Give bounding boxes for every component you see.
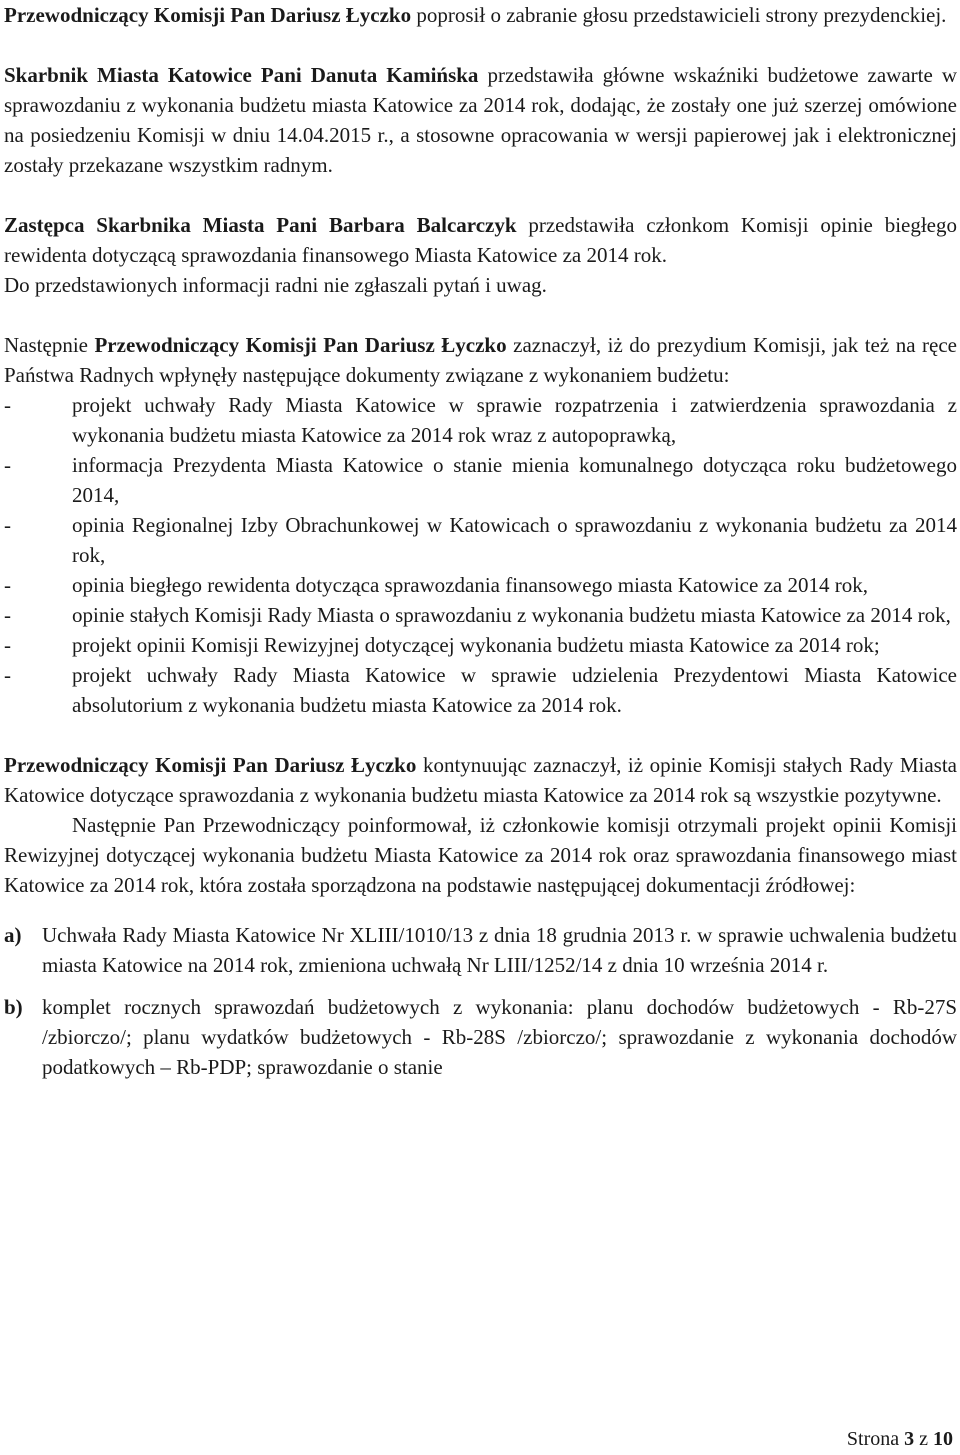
speaker-name: Przewodniczący Komisji Pan Dariusz Łyczko xyxy=(4,753,417,777)
paragraph-text: przedstawiła główne wskaźniki budżetowe zawarte w sprawozdaniu z wykonania budżetu miasta Katowice za 2014 rok, dodając, że zostały one już szerzej omówione na posiedzeniu Komisji w dniu 14.04.2015 r., a stosowne opracowania w wersji papierowej jak i elektronicznej zostały przekazane wszystkim radnym. xyxy=(4,63,957,177)
footer-label: Strona xyxy=(846,1428,905,1450)
document-page xyxy=(4,0,957,1455)
list-dash: - xyxy=(4,633,11,657)
speaker-name: Zastępca Skarbnika Miasta Pani Barbara Balcarczyk xyxy=(4,213,517,237)
paragraph-text: Następnie xyxy=(4,333,95,357)
paragraph-treasurer xyxy=(4,60,957,180)
list-item xyxy=(4,390,957,450)
page-footer xyxy=(847,1425,953,1453)
list-item xyxy=(4,450,957,510)
list-item-text: opinia biegłego rewidenta dotycząca sprawozdania finansowego miasta Katowice za 2014 rok, xyxy=(72,573,868,597)
documents-list xyxy=(4,390,957,720)
list-dash: - xyxy=(4,393,11,417)
list-item xyxy=(4,660,957,720)
speaker-name: Przewodniczący Komisji Pan Dariusz Łyczko xyxy=(94,333,507,357)
list-item-text: projekt uchwały Rady Miasta Katowice w sprawie rozpatrzenia i zatwierdzenia sprawozdania z wykonania budżetu miasta Katowice za 2014 rok wraz z autopoprawką, xyxy=(72,393,957,447)
list-item xyxy=(4,920,957,980)
footer-separator: z xyxy=(914,1428,933,1450)
paragraph-source-docs-intro: Następnie Pan Przewodniczący poinformował, iż członkowie komisji otrzymali projekt opinii Komisji Rewizyjnej dotyczącej wykonania budżetu Miasta Katowice za 2014 rok oraz sprawozdania finansowego miast Katowice za 2014 rok, która została sporządzona na podstawie następującej dokumentacji źródłowej: xyxy=(4,813,957,897)
list-marker: b) xyxy=(4,995,23,1019)
list-item-text: projekt opinii Komisji Rewizyjnej dotyczącej wykonania budżetu miasta Katowice za 2014 rok; xyxy=(72,633,880,657)
source-documents-list xyxy=(4,920,957,1082)
list-dash: - xyxy=(4,663,11,687)
paragraph-deputy-treasurer xyxy=(4,210,957,270)
list-dash: - xyxy=(4,513,11,537)
list-item-text: Uchwała Rady Miasta Katowice Nr XLIII/1010/13 z dnia 18 grudnia 2013 r. w sprawie uchwalenia budżetu miasta Katowice na 2014 rok, zmieniona uchwałą Nr LIII/1252/14 z dnia 10 września 2014 r. xyxy=(42,923,957,977)
list-item-text: komplet rocznych sprawozdań budżetowych z wykonania: planu dochodów budżetowych - Rb-27S /zbiorczo/; planu wydatków budżetowych - Rb-28S /zbiorczo/; sprawozdanie z wykonania dochodów podatkowych – Rb-PDP; sprawozdanie o stanie xyxy=(42,995,957,1079)
list-item xyxy=(4,510,957,570)
list-item-text: projekt uchwały Rady Miasta Katowice w sprawie udzielenia Prezydentowi Miasta Katowice absolutorium z wykonania budżetu miasta Katowice za 2014 rok. xyxy=(72,663,957,717)
paragraph-text: poprosił o zabranie głosu przedstawicieli strony prezydenckiej. xyxy=(411,3,947,27)
paragraph-chair-request xyxy=(4,0,957,30)
list-item xyxy=(4,570,957,600)
current-page-number: 3 xyxy=(904,1428,915,1450)
list-marker: a) xyxy=(4,923,22,947)
paragraph-opinions-positive xyxy=(4,750,957,810)
list-item xyxy=(4,600,957,630)
speaker-name: Skarbnik Miasta Katowice Pani Danuta Kamińska xyxy=(4,63,479,87)
list-item xyxy=(4,992,957,1082)
list-item-text: opinie stałych Komisji Rady Miasta o sprawozdaniu z wykonania budżetu miasta Katowice za 2014 rok, xyxy=(72,603,951,627)
paragraph-documents-intro xyxy=(4,330,957,390)
list-dash: - xyxy=(4,603,11,627)
list-item-text: informacja Prezydenta Miasta Katowice o stanie mienia komunalnego dotycząca roku budżetowego 2014, xyxy=(72,453,957,507)
list-dash: - xyxy=(4,453,11,477)
speaker-name: Przewodniczący Komisji Pan Dariusz Łyczko xyxy=(4,3,412,27)
total-page-count: 10 xyxy=(933,1428,953,1450)
list-item-text: opinia Regionalnej Izby Obrachunkowej w Katowicach o sprawozdaniu z wykonania budżetu za 2014 rok, xyxy=(72,513,957,567)
paragraph-text: przedstawiła członkom Komisji opinie biegłego rewidenta dotyczącą sprawozdania finansowego Miasta Katowice za 2014 rok. xyxy=(4,213,957,267)
paragraph-text: kontynuując zaznaczył, iż opinie Komisji stałych Rady Miasta Katowice dotyczące sprawozdania z wykonania budżetu miasta Katowice za 2014 rok są wszystkie pozytywne. xyxy=(4,753,958,807)
paragraph-text: zaznaczył, iż do prezydium Komisji, jak też na ręce Państwa Radnych wpłynęły następujące dokumenty związane z wykonaniem budżetu: xyxy=(4,333,957,387)
paragraph-no-questions: Do przedstawionych informacji radni nie zgłaszali pytań i uwag. xyxy=(4,273,547,297)
list-dash: - xyxy=(4,573,11,597)
list-item xyxy=(4,630,957,660)
